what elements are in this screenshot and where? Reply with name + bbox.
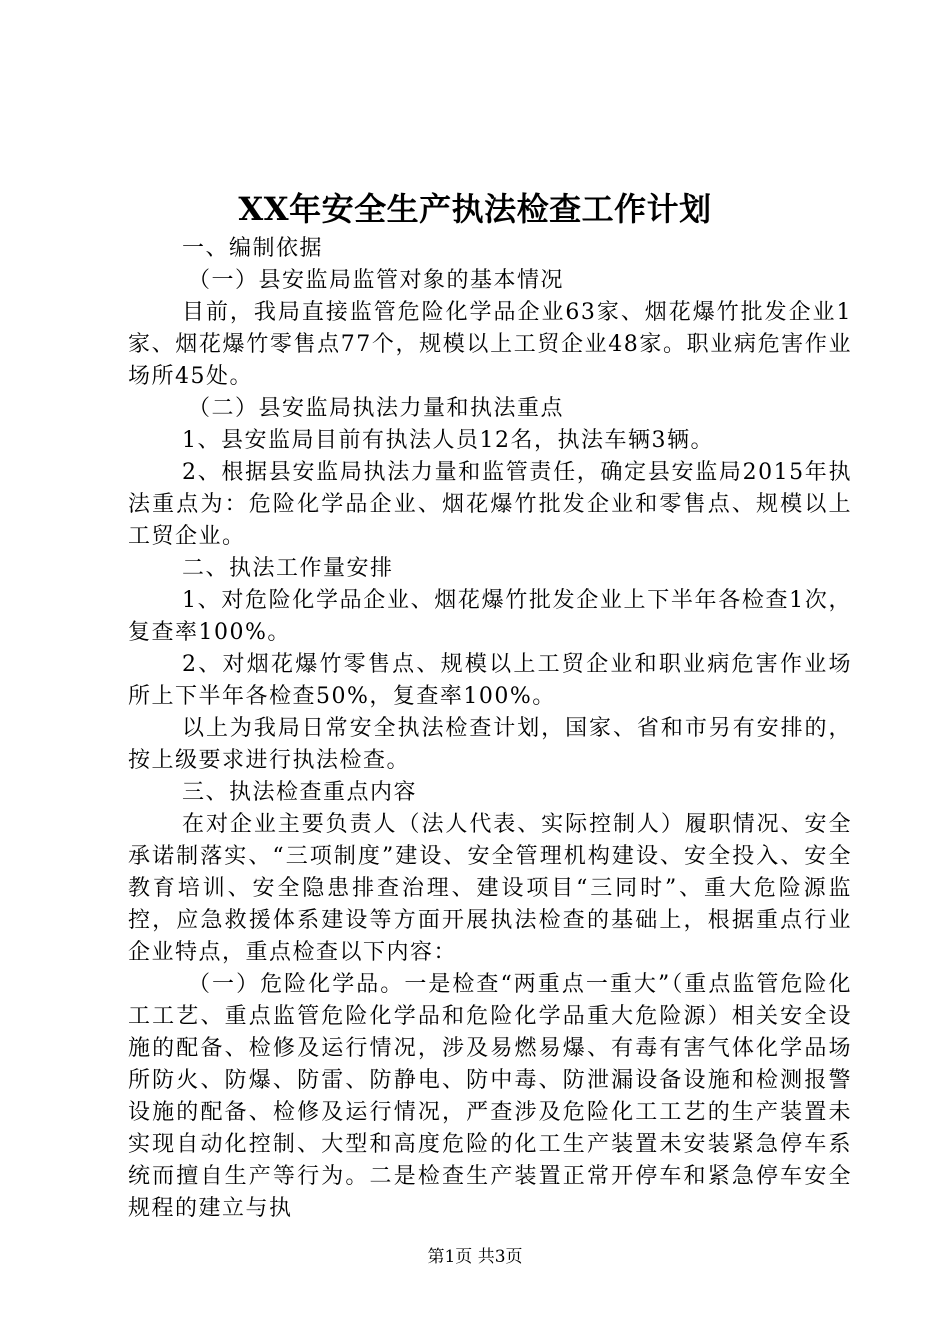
document-body: [128, 233, 852, 1225]
body-paragraph: 1、对危险化学品企业、烟花爆竹批发企业上下半年各检查1次，复查率100%。: [128, 588, 852, 645]
subsection-heading: （一）县安监局监管对象的基本情况: [188, 268, 565, 293]
subsection-heading: （二）县安监局执法力量和执法重点: [188, 396, 565, 421]
document-title: XX年安全生产执法检查工作计划: [238, 190, 712, 228]
section-heading: 一、编制依据: [182, 236, 324, 261]
page-footer: 第1页 共3页: [427, 1247, 523, 1267]
body-paragraph: 2、根据县安监局执法力量和监管责任，确定县安监局2015年执法重点为：危险化学品企业、烟花爆竹批发企业和零售点、规模以上工贸企业。: [128, 460, 852, 549]
body-paragraph: （一）危险化学品。一是检查“两重点一重大”（重点监管危险化工工艺、重点监管危险化学品和危险化学品重大危险源）相关安全设施的配备、检修及运行情况，涉及易燃易爆、有毒有害气体化学品场所防火、防爆、防雷、防静电、防中毒、防泄漏设备设施和检测报警设施的配备、检修及运行情况，严查涉及危险化工工艺的生产装置未实现自动化控制、大型和高度危险的化工生产装置未安装紧急停车系统而擅自生产等行为。二是检查生产装置正常开停车和紧急停车安全规程的建立与执: [128, 972, 852, 1221]
section-heading: 三、执法检查重点内容: [182, 780, 418, 805]
body-paragraph: 1、县安监局目前有执法人员12名，执法车辆3辆。: [182, 428, 714, 453]
section-heading: 二、执法工作量安排: [182, 556, 394, 581]
body-paragraph: 以上为我局日常安全执法检查计划，国家、省和市另有安排的，按上级要求进行执法检查。: [128, 716, 852, 773]
body-paragraph: 2、对烟花爆竹零售点、规模以上工贸企业和职业病危害作业场所上下半年各检查50%，复查率100%。: [128, 652, 852, 709]
body-paragraph: 目前，我局直接监管危险化学品企业63家、烟花爆竹批发企业1家、烟花爆竹零售点77个，规模以上工贸企业48家。职业病危害作业场所45处。: [128, 300, 852, 389]
body-paragraph: 在对企业主要负责人（法人代表、实际控制人）履职情况、安全承诺制落实、“三项制度”建设、安全管理机构建设、安全投入、安全教育培训、安全隐患排查治理、建设项目“三同时”、重大危险源监控，应急救援体系建设等方面开展执法检查的基础上，根据重点行业企业特点，重点检查以下内容：: [128, 812, 852, 965]
